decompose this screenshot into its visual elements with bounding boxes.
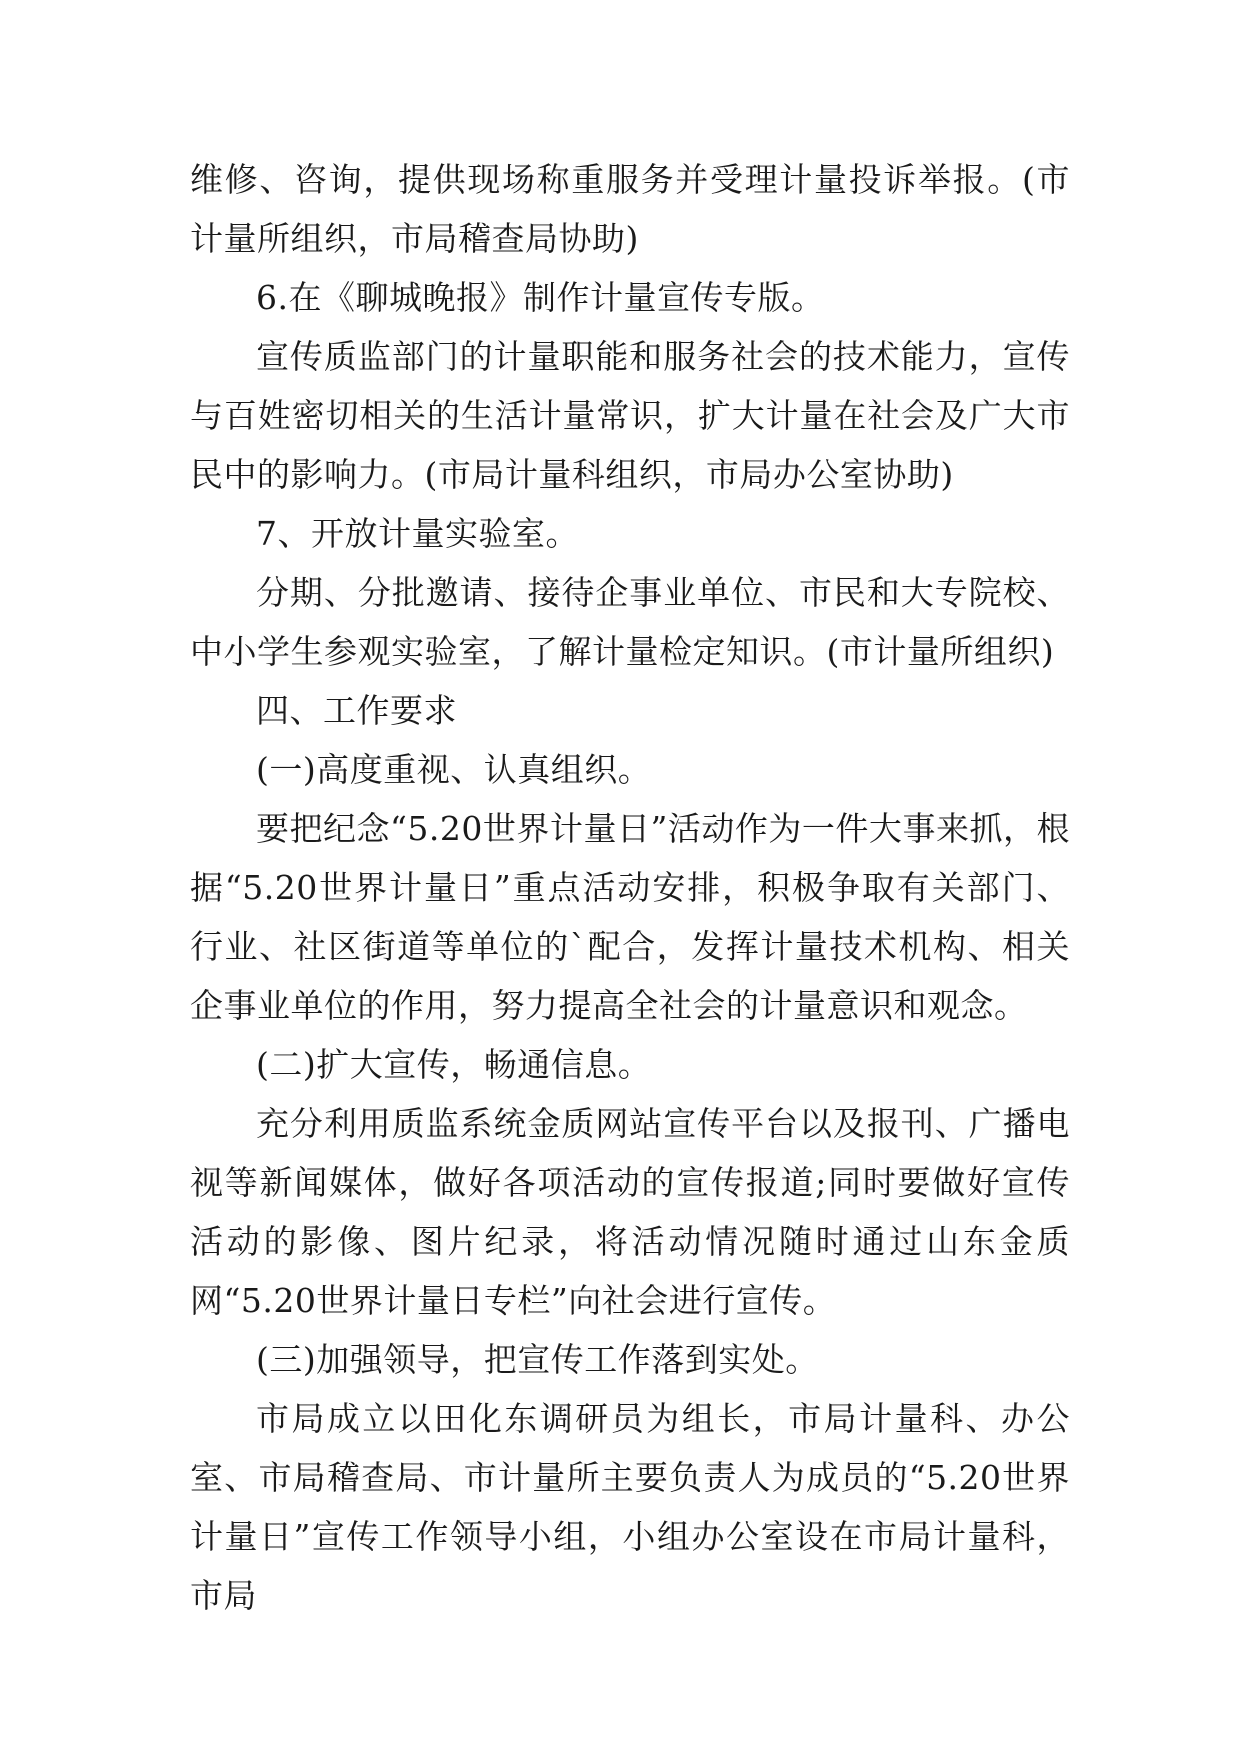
requirement-1-body: 要把纪念“5.20世界计量日”活动作为一件大事来抓，根据“5.20世界计量日”重点活动安排，积极争取有关部门、行业、社区街道等单位的`配合，发挥计量技术机构、相关企事业单位的作用，努力提高全社会的计量意识和观念。: [190, 809, 1070, 1025]
section-4-heading: 四、工作要求: [256, 691, 457, 730]
requirement-3-heading: (三)加强领导，把宣传工作落到实处。: [256, 1340, 819, 1379]
requirement-1-heading: (一)高度重视、认真组织。: [256, 750, 652, 789]
document-body: [190, 150, 1070, 1625]
paragraph-continuation: 维修、咨询，提供现场称重服务并受理计量投诉举报。(市计量所组织，市局稽查局协助): [190, 160, 1070, 258]
item-6-body: 宣传质监部门的计量职能和服务社会的技术能力，宣传与百姓密切相关的生活计量常识，扩大计量在社会及广大市民中的影响力。(市局计量科组织，市局办公室协助): [190, 337, 1070, 494]
requirement-3-body: 市局成立以田化东调研员为组长，市局计量科、办公室、市局稽查局、市计量所主要负责人为成员的“5.20世界计量日”宣传工作领导小组，小组办公室设在市局计量科，市局: [190, 1399, 1070, 1615]
item-7-body: 分期、分批邀请、接待企事业单位、市民和大专院校、中小学生参观实验室，了解计量检定知识。(市计量所组织): [190, 573, 1070, 671]
item-7-heading: 7、开放计量实验室。: [256, 514, 579, 553]
item-6-heading: 6.在《聊城晚报》制作计量宣传专版。: [256, 278, 825, 317]
requirement-2-heading: (二)扩大宣传，畅通信息。: [256, 1045, 652, 1084]
requirement-2-body: 充分利用质监系统金质网站宣传平台以及报刊、广播电视等新闻媒体，做好各项活动的宣传报道;同时要做好宣传活动的影像、图片纪录，将活动情况随时通过山东金质网“5.20世界计量日专栏”向社会进行宣传。: [190, 1104, 1070, 1320]
